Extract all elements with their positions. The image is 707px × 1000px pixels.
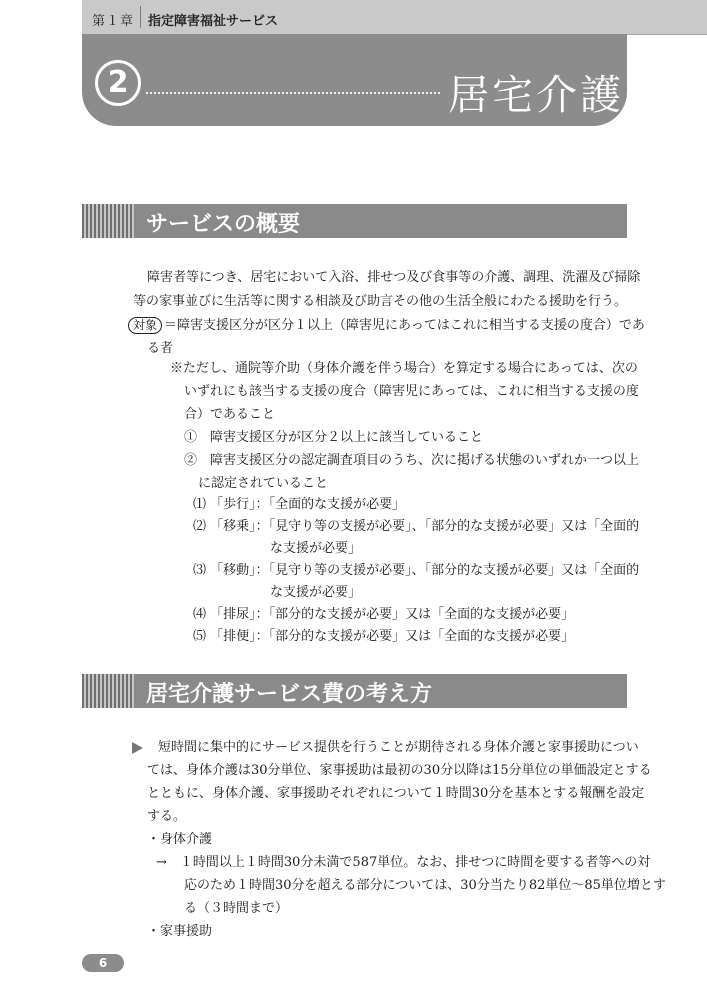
dotted-leader	[146, 92, 440, 94]
text-line: 障害者等につき、居宅において入浴、排せつ及び食事等の介護、調理、洗濯及び掃除	[147, 270, 641, 285]
text-line: ては、身体介護は30分単位、家事援助は最初の30分以降は15分単位の単価設定とする	[147, 763, 652, 778]
text-line: ① 障害支援区分が区分２以上に該当していること	[184, 430, 484, 445]
heading-stripes	[82, 204, 134, 238]
text-line: ＝障害支援区分が区分１以上（障害児にあってはこれに相当する支援の度合）であ	[164, 318, 645, 333]
chapter-separator	[140, 6, 141, 28]
text-line: 応のため１時間30分を超える部分については、30分当たり82単位～85単位増とす	[184, 878, 666, 893]
text-line: ⑸ 「排便」：「部分的な支援が必要」又は「全面的な支援が必要」	[193, 629, 575, 644]
text-line: ※ただし、通院等介助（身体介護を伴う場合）を算定する場合にあっては、次の	[170, 361, 638, 376]
chapter-number: 第１章	[92, 14, 135, 29]
text-line: る（３時間まで）	[184, 901, 289, 916]
text-line: いずれにも該当する支援の度合（障害児にあっては、これに相当する支援の度	[184, 384, 639, 399]
heading-stripes	[82, 674, 134, 708]
text-line: な支援が必要」	[270, 585, 362, 600]
text-line: る者	[147, 341, 174, 356]
chapter-title: 指定障害福祉サービス	[148, 14, 279, 29]
section-number-badge: 2	[95, 60, 141, 106]
text-line: ⑴ 「歩行」：「全面的な支援が必要」	[193, 497, 406, 512]
page-title: 居宅介護	[448, 71, 624, 119]
section-heading-bar	[82, 204, 627, 238]
text-line: な支援が必要」	[270, 541, 362, 556]
text-line: ・家事援助	[147, 924, 213, 939]
section-heading: 居宅介護サービス費の考え方	[146, 682, 433, 707]
text-line: 合）であること	[184, 407, 276, 422]
page-number: 6	[82, 954, 124, 972]
section-heading: サービスの概要	[146, 212, 301, 237]
text-line: ② 障害支援区分の認定調査項目のうち、次に掲げる状態のいずれか一つ以上	[184, 453, 640, 468]
text-line: ・身体介護	[147, 832, 213, 847]
text-line: とともに、身体介護、家事援助それぞれについて１時間30分を基本とする報酬を設定	[147, 786, 645, 801]
text-line: → １時間以上１時間30分未満で587単位。なお、排せつに時間を要する者等への対	[156, 855, 651, 870]
text-line: 短時間に集中的にサービス提供を行うことが期待される身体介護と家事援助につい	[158, 740, 639, 755]
text-line: ⑶ 「移動」：「見守り等の支援が必要」、「部分的な支援が必要」又は「全面的	[193, 563, 640, 578]
triangle-bullet-icon	[132, 742, 143, 754]
section-heading-bar	[82, 674, 627, 708]
chapter-header	[82, 0, 707, 35]
text-line: ⑷ 「排尿」：「部分的な支援が必要」又は「全面的な支援が必要」	[193, 607, 575, 622]
text-line: する。	[147, 809, 187, 824]
text-line: ⑵ 「移乗」：「見守り等の支援が必要」、「部分的な支援が必要」又は「全面的	[193, 519, 640, 534]
target-label: 対象	[128, 317, 162, 334]
text-line: に認定されていること	[198, 476, 329, 491]
text-line: 等の家事並びに生活等に関する相談及び助言その他の生活全般にわたる援助を行う。	[133, 294, 628, 309]
